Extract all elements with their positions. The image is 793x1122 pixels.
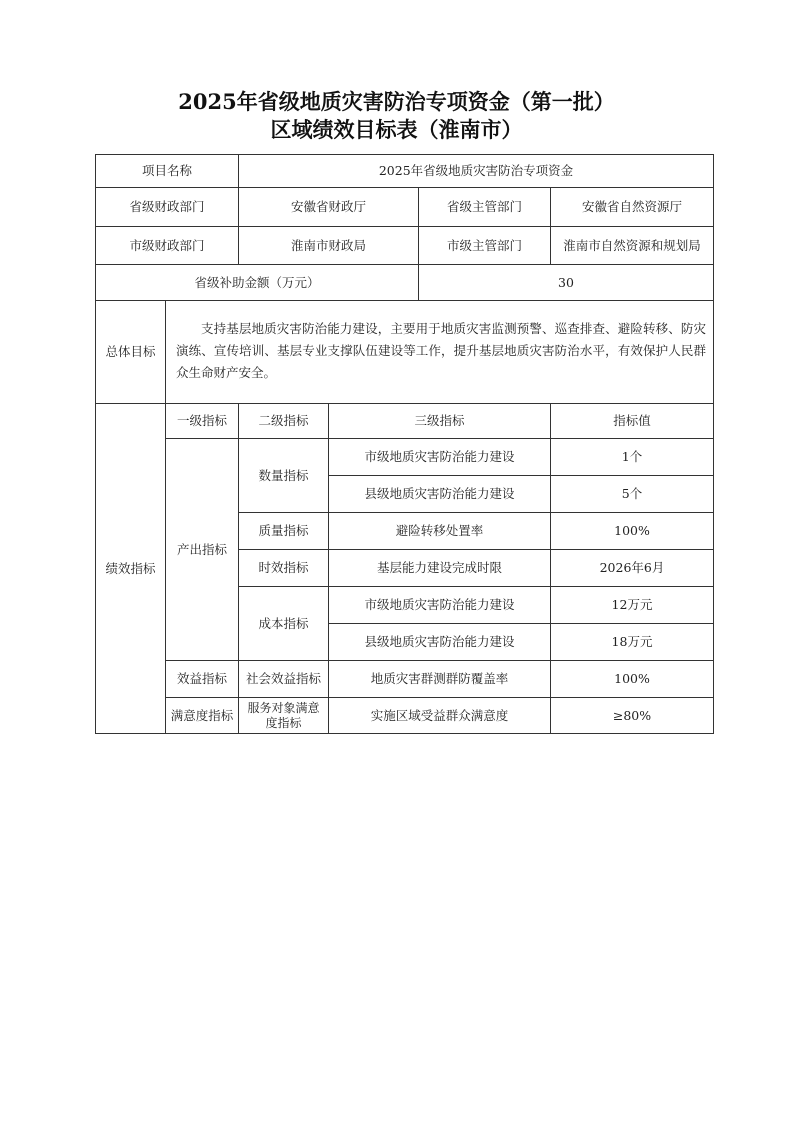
quantity-indicator-label: 数量指标 <box>238 438 329 513</box>
prov-finance-value: 安徽省财政厅 <box>238 187 419 227</box>
col-level3-header: 三级指标 <box>328 403 551 439</box>
indicator-name: 县级地质灾害防治能力建设 <box>328 623 551 661</box>
goal-text: 支持基层地质灾害防治能力建设，主要用于地质灾害监测预警、巡查排查、避险转移、防灾演练、宣传培训、基层专业支撑队伍建设等工作，提升基层地质灾害防治水平，有效保护人民群众生命财产安全。 <box>176 321 706 380</box>
cost-indicator-label: 成本指标 <box>238 586 329 661</box>
indicator-value: 100% <box>550 512 714 550</box>
city-dept-label: 市级主管部门 <box>418 226 551 265</box>
indicator-value: ≥80% <box>550 697 714 734</box>
prov-dept-label: 省级主管部门 <box>418 187 551 227</box>
indicator-name: 县级地质灾害防治能力建设 <box>328 475 551 513</box>
indicator-name: 市级地质灾害防治能力建设 <box>328 586 551 624</box>
indicator-name: 基层能力建设完成时限 <box>328 549 551 587</box>
indicator-value: 1个 <box>550 438 714 476</box>
service-satisfaction-label: 服务对象满意度指标 <box>238 697 329 734</box>
indicator-value: 5个 <box>550 475 714 513</box>
subsidy-label: 省级补助金额（万元） <box>95 264 419 301</box>
subsidy-value: 30 <box>418 264 714 301</box>
social-benefit-label: 社会效益指标 <box>238 660 329 698</box>
performance-label: 绩效指标 <box>95 403 166 734</box>
col-value-header: 指标值 <box>550 403 714 439</box>
col-level2-header: 二级指标 <box>238 403 329 439</box>
project-name-value: 2025年省级地质灾害防治专项资金 <box>238 154 714 188</box>
indicator-name: 避险转移处置率 <box>328 512 551 550</box>
indicator-value: 2026年6月 <box>550 549 714 587</box>
timeliness-indicator-label: 时效指标 <box>238 549 329 587</box>
prov-finance-label: 省级财政部门 <box>95 187 239 227</box>
satisfaction-indicator-label: 满意度指标 <box>165 697 239 734</box>
indicator-value: 12万元 <box>550 586 714 624</box>
indicator-name: 市级地质灾害防治能力建设 <box>328 438 551 476</box>
city-finance-label: 市级财政部门 <box>95 226 239 265</box>
indicator-value: 100% <box>550 660 714 698</box>
col-level1-header: 一级指标 <box>165 403 239 439</box>
output-indicator-label: 产出指标 <box>165 438 239 661</box>
quality-indicator-label: 质量指标 <box>238 512 329 550</box>
city-finance-value: 淮南市财政局 <box>238 226 419 265</box>
benefit-indicator-label: 效益指标 <box>165 660 239 698</box>
document-title-line2: 区域绩效目标表（淮南市） <box>270 117 523 142</box>
indicator-name: 地质灾害群测群防覆盖率 <box>328 660 551 698</box>
indicator-value: 18万元 <box>550 623 714 661</box>
prov-dept-value: 安徽省自然资源厅 <box>550 187 714 227</box>
document-title-line1: 2025年省级地质灾害防治专项资金（第一批） <box>178 89 615 114</box>
project-name-label: 项目名称 <box>95 154 239 188</box>
goal-label: 总体目标 <box>95 300 166 404</box>
indicator-name: 实施区域受益群众满意度 <box>328 697 551 734</box>
city-dept-value: 淮南市自然资源和规划局 <box>550 226 714 265</box>
